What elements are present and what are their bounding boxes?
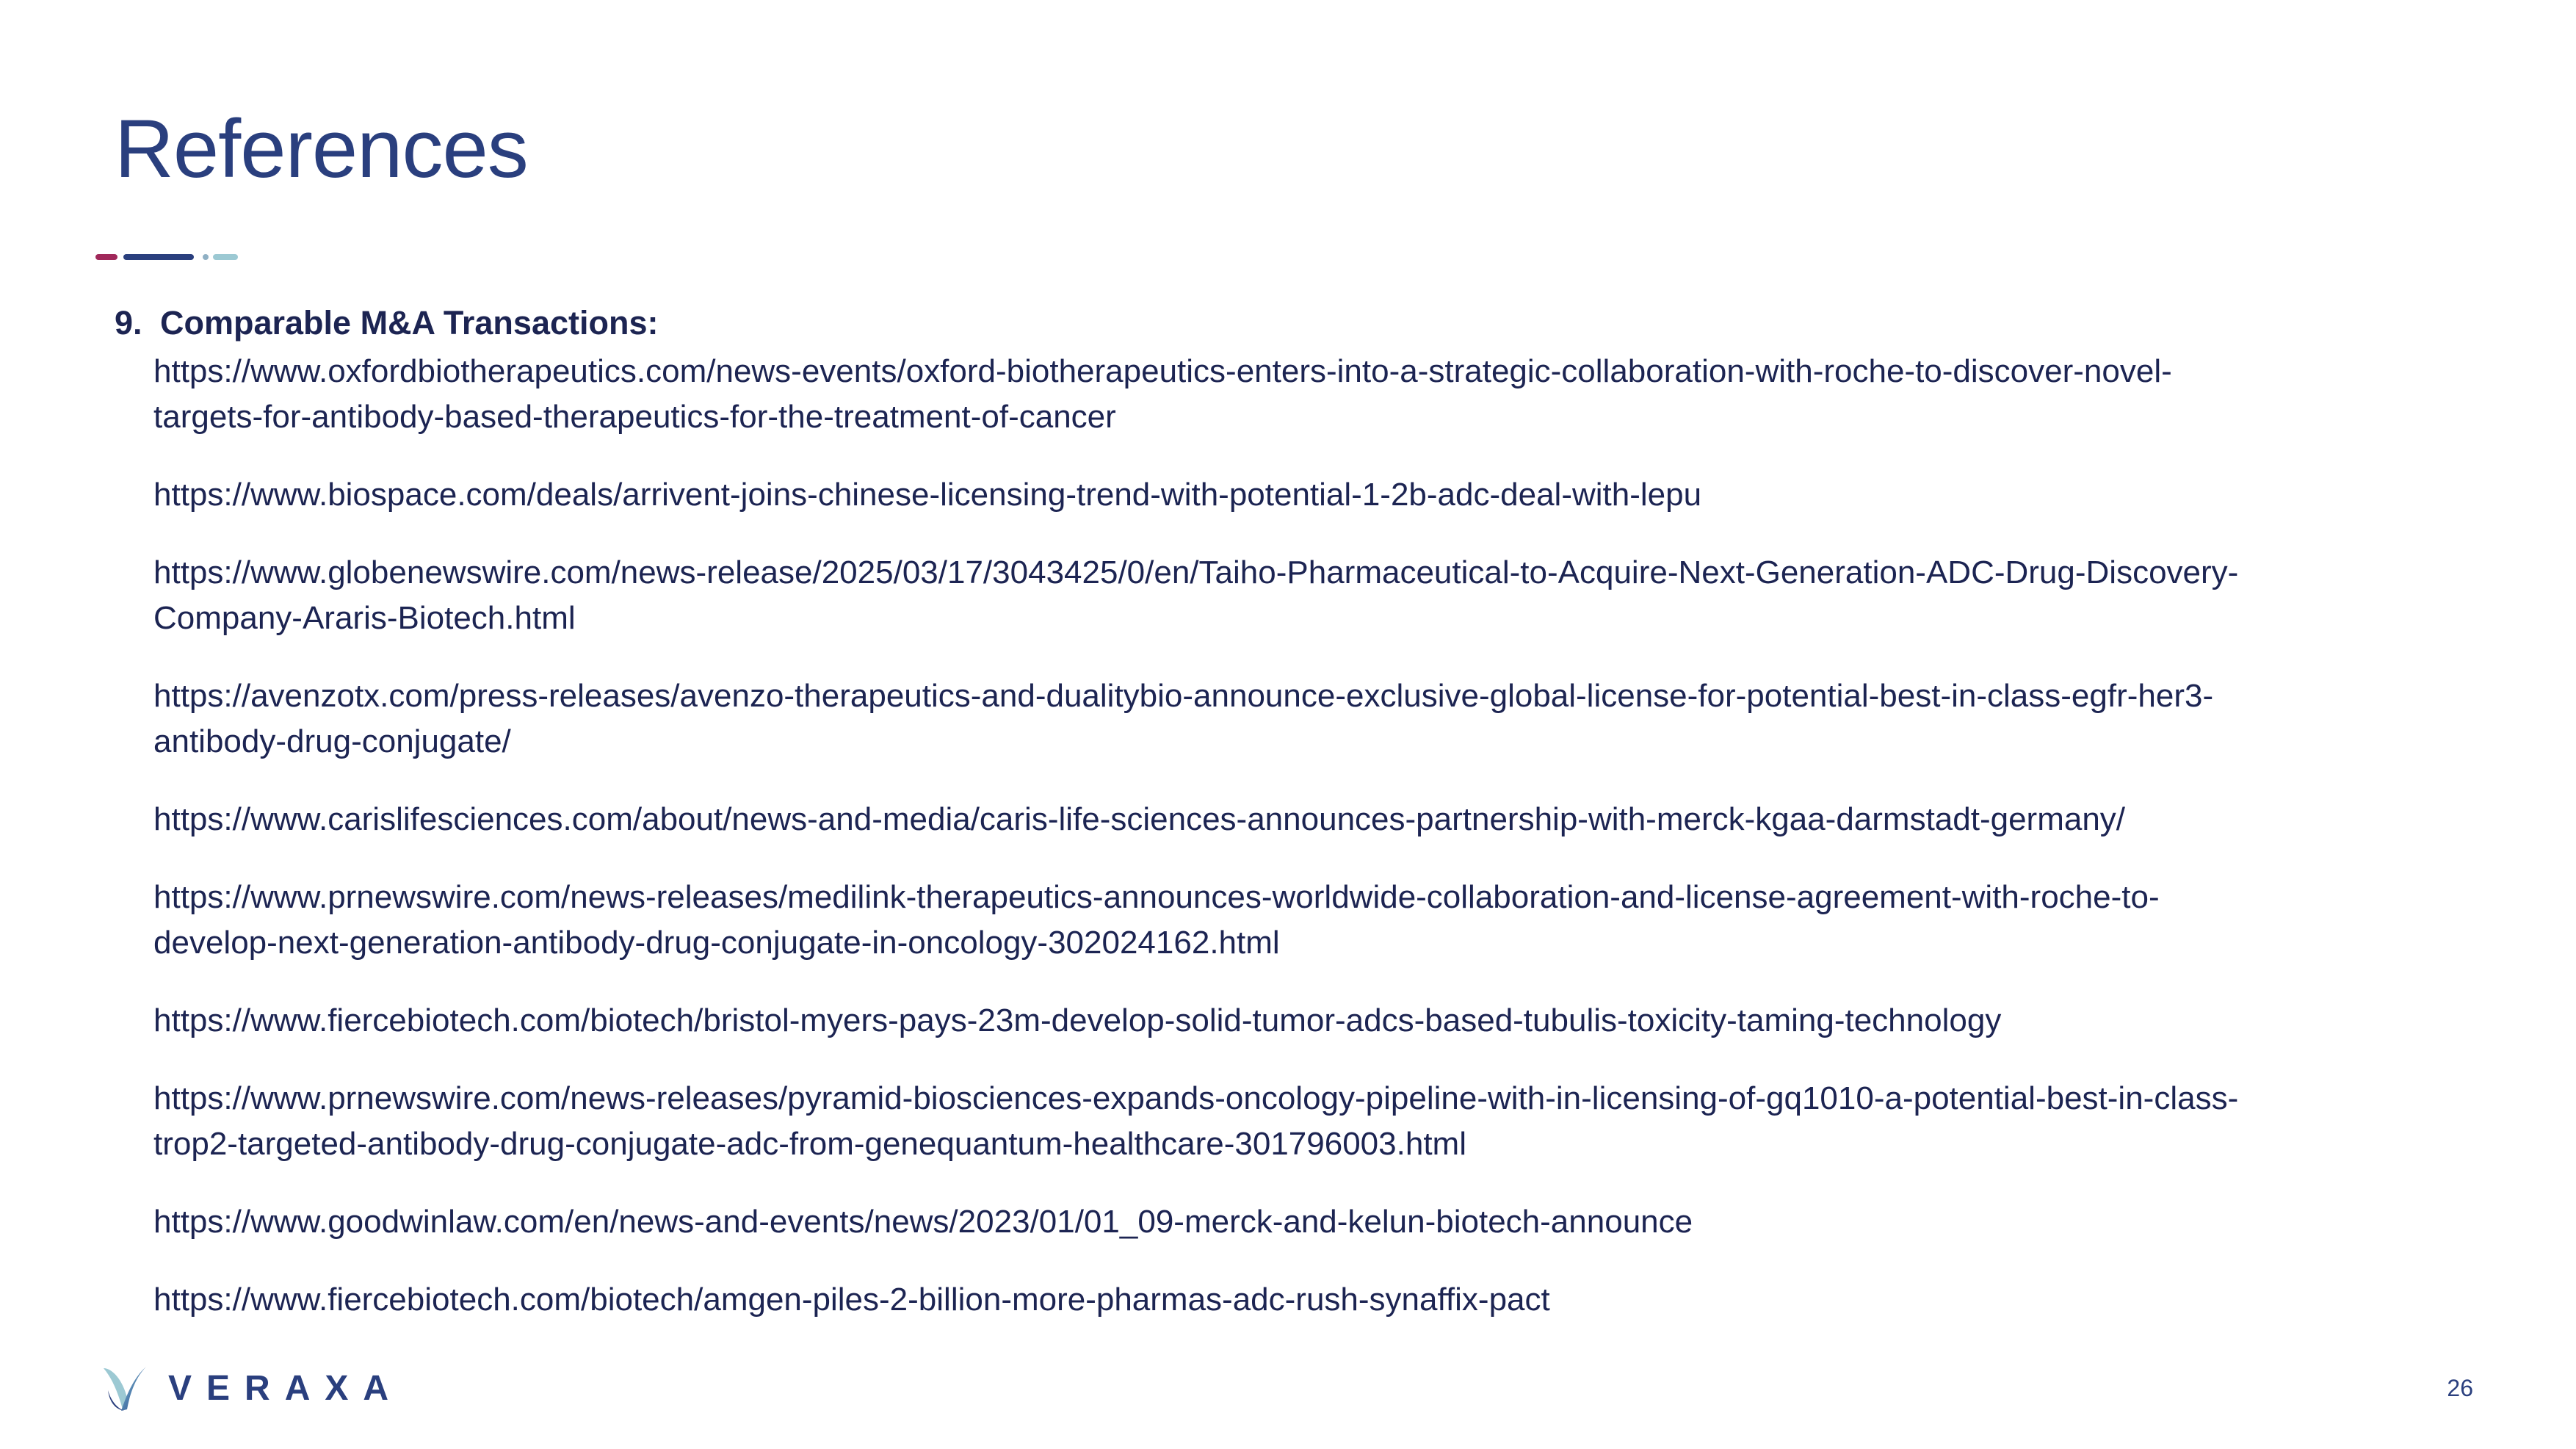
accent-dash-magenta: [95, 254, 117, 260]
reference-item: [153, 349, 2464, 440]
reference-link[interactable]: [153, 673, 2464, 765]
reference-link[interactable]: [153, 1277, 2464, 1323]
reference-item: [153, 1076, 2464, 1167]
reference-link[interactable]: [153, 550, 2464, 641]
veraxa-logo: [98, 1359, 403, 1417]
veraxa-logo-icon: [98, 1361, 152, 1415]
reference-link-line: https://www.biospace.com/deals/arrivent-joins-chinese-licensing-trend-with-potential-1-2b-adc-deal-with-lepu: [153, 477, 1702, 513]
accent-dot-blue: [203, 254, 209, 260]
reference-link-line: https://www.globenewswire.com/news-release/2025/03/17/3043425/0/en/Taiho-Pharmaceutical-to-Acquire-Next-Generation-ADC-Drug-Discovery-: [153, 554, 2239, 590]
reference-item: [153, 1199, 2464, 1245]
reference-link-line: https://www.fiercebiotech.com/biotech/amgen-piles-2-billion-more-pharmas-adc-rush-synaffix-pact: [153, 1282, 1550, 1318]
reference-link[interactable]: [153, 472, 2464, 518]
reference-item: [153, 1277, 2464, 1323]
reference-item: [153, 998, 2464, 1044]
references-section: [115, 297, 2464, 1355]
reference-item: [153, 673, 2464, 765]
accent-dash-teal: [213, 254, 238, 260]
reference-item: [153, 550, 2464, 641]
reference-link-line: https://www.carislifesciences.com/about/news-and-media/caris-life-sciences-announces-partnership-with-merck-kgaa-darmstadt-germany/: [153, 801, 2126, 837]
reference-item: [153, 472, 2464, 518]
reference-item: [153, 797, 2464, 842]
reference-link[interactable]: [153, 875, 2464, 966]
reference-item: [153, 875, 2464, 966]
section-heading: [115, 297, 2464, 349]
reference-link-line: https://www.prnewswire.com/news-releases/pyramid-biosciences-expands-oncology-pipeline-with-in-licensing-of-gq1010-a-potential-best-in-class-: [153, 1080, 2239, 1116]
reference-link-line: https://www.goodwinlaw.com/en/news-and-events/news/2023/01/01_09-merck-and-kelun-biotech-announce: [153, 1204, 1693, 1240]
reference-link-line: https://www.oxfordbiotherapeutics.com/news-events/oxford-biotherapeutics-enters-into-a-strategic-collaboration-with-roche-to-discover-novel-: [153, 353, 2172, 389]
decorative-accent-bar: [95, 252, 242, 262]
section-number: 9.: [115, 304, 142, 342]
reference-link-line: https://avenzotx.com/press-releases/avenzo-therapeutics-and-dualitybio-announce-exclusive-global-license-for-potential-best-in-class-egfr-her3-: [153, 678, 2214, 714]
section-heading-text: Comparable M&A Transactions:: [160, 304, 659, 342]
reference-link[interactable]: [153, 349, 2464, 440]
reference-link-line: develop-next-generation-antibody-drug-conjugate-in-oncology-302024162.html: [153, 925, 1280, 961]
reference-link-line: https://www.prnewswire.com/news-releases/medilink-therapeutics-announces-worldwide-collaboration-and-license-agreement-with-roche-to-: [153, 879, 2160, 915]
reference-list: [115, 349, 2464, 1323]
page-number: 26: [2447, 1375, 2473, 1401]
reference-link[interactable]: [153, 1076, 2464, 1167]
logo-text: VERAXA: [168, 1368, 404, 1408]
reference-link[interactable]: [153, 998, 2464, 1044]
accent-dash-navy: [123, 254, 194, 260]
reference-link-line: antibody-drug-conjugate/: [153, 723, 511, 759]
reference-link[interactable]: [153, 797, 2464, 842]
reference-link-line: targets-for-antibody-based-therapeutics-for-the-treatment-of-cancer: [153, 399, 1116, 435]
page-title: References: [115, 103, 528, 195]
reference-link[interactable]: [153, 1199, 2464, 1245]
reference-link-line: https://www.fiercebiotech.com/biotech/bristol-myers-pays-23m-develop-solid-tumor-adcs-based-tubulis-toxicity-taming-technology: [153, 1002, 2002, 1038]
reference-link-line: Company-Araris-Biotech.html: [153, 600, 576, 636]
reference-link-line: trop2-targeted-antibody-drug-conjugate-adc-from-genequantum-healthcare-301796003.html: [153, 1126, 1466, 1162]
